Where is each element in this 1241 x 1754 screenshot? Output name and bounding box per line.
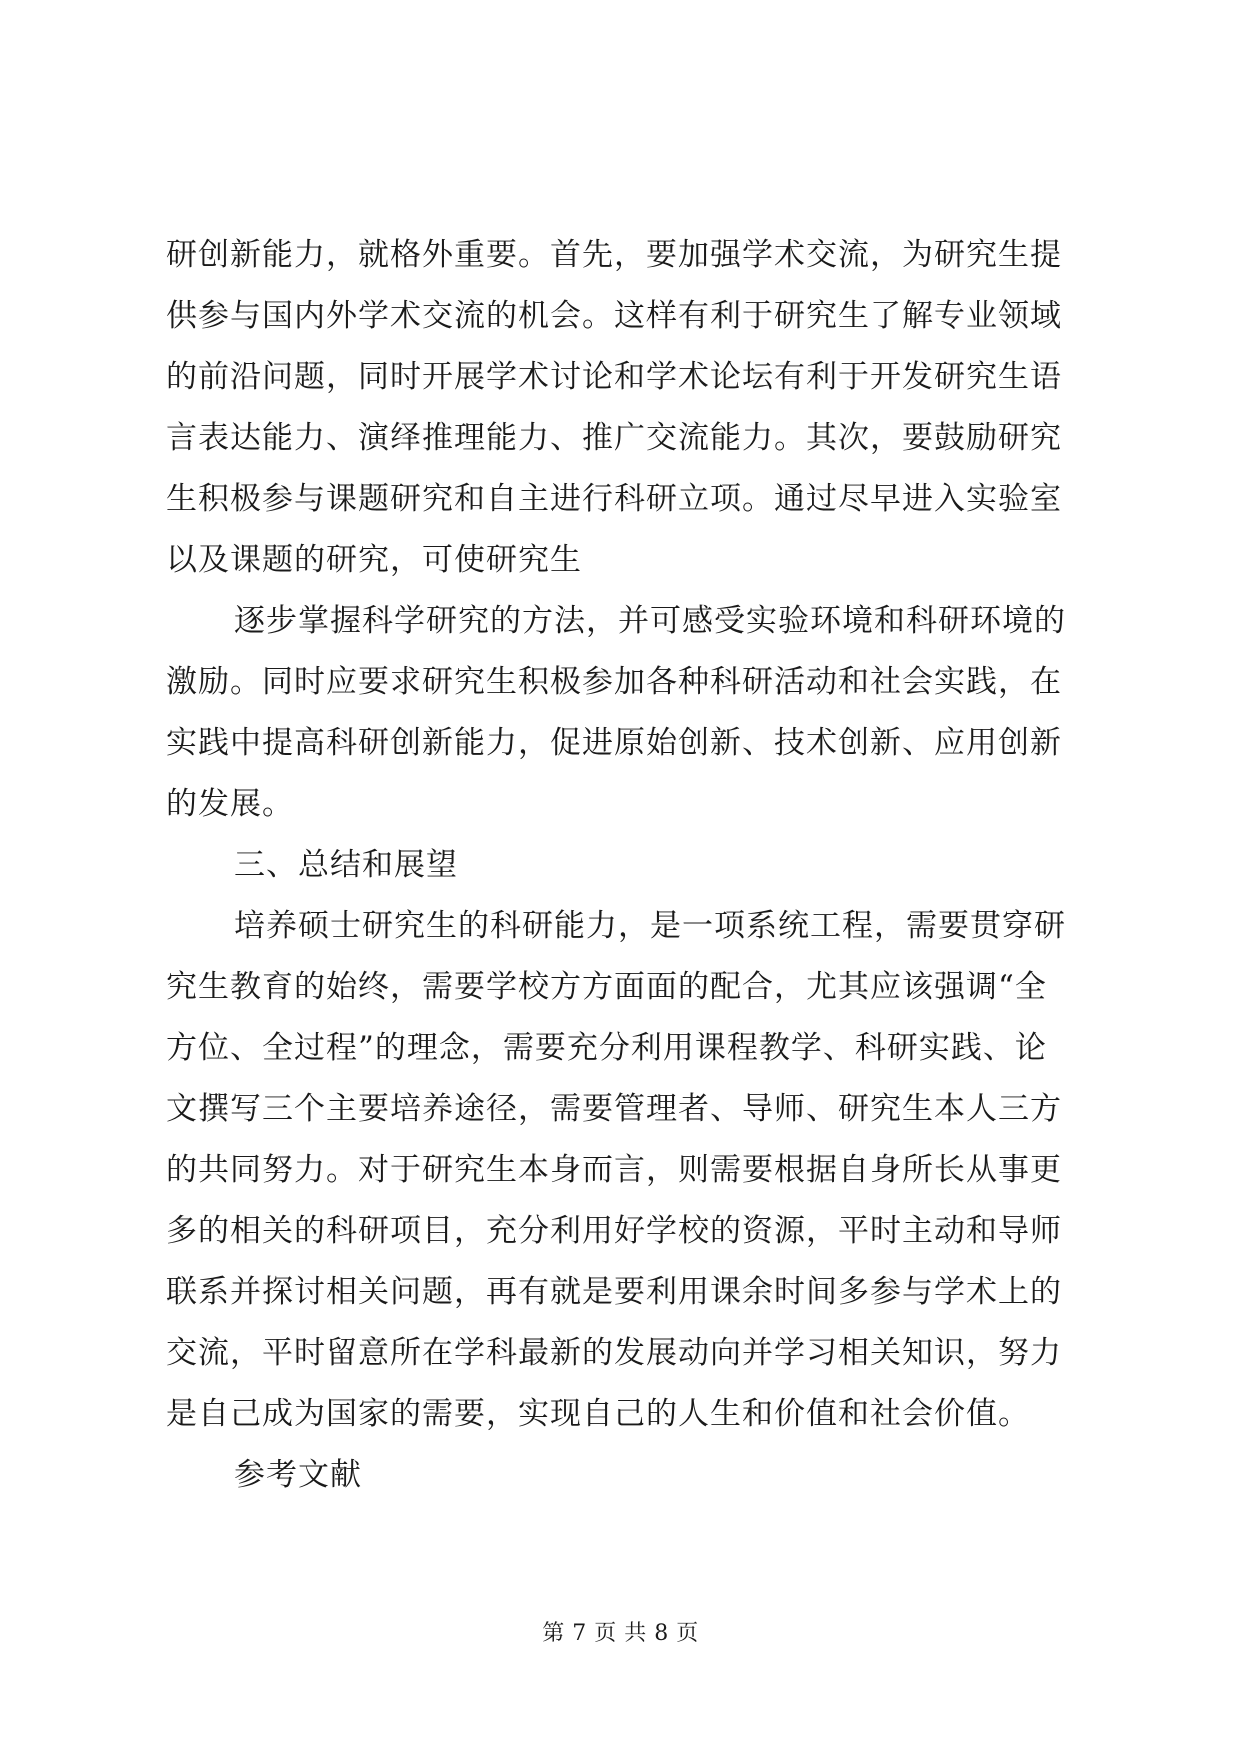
text-line: 文撰写三个主要培养途径，需要管理者、导师、研究生本人三方 [166, 1091, 1062, 1127]
text-line: 的前沿问题，同时开展学术讨论和学术论坛有利于开发研究生语 [166, 359, 1062, 395]
text-line: 的发展。 [166, 786, 294, 822]
text-line: 的共同努力。对于研究生本身而言，则需要根据自身所长从事更 [166, 1152, 1062, 1188]
text-line: 是自己成为国家的需要，实现自己的人生和价值和社会价值。 [166, 1396, 1030, 1432]
text-line: 究生教育的始终，需要学校方方面面的配合，尤其应该强调“全 [166, 969, 1047, 1005]
text-line: 参考文献 [234, 1457, 362, 1493]
page-number-footer: 第 7 页 共 8 页 [542, 1621, 699, 1646]
text-line: 三、总结和展望 [234, 847, 458, 883]
text-line: 激励。同时应要求研究生积极参加各种科研活动和社会实践，在 [166, 664, 1062, 700]
text-line: 培养硕士研究生的科研能力，是一项系统工程，需要贯穿研 [234, 908, 1066, 944]
text-line: 多的相关的科研项目，充分利用好学校的资源，平时主动和导师 [166, 1213, 1062, 1249]
text-line: 逐步掌握科学研究的方法，并可感受实验环境和科研环境的 [234, 603, 1066, 639]
text-line: 方位、全过程”的理念，需要充分利用课程教学、科研实践、论 [166, 1030, 1047, 1066]
text-line: 以及课题的研究，可使研究生 [166, 542, 582, 578]
text-line: 言表达能力、演绎推理能力、推广交流能力。其次，要鼓励研究 [166, 420, 1062, 456]
document-body [166, 225, 1076, 1506]
text-line: 研创新能力，就格外重要。首先，要加强学术交流，为研究生提 [166, 237, 1062, 273]
text-line: 供参与国内外学术交流的机会。这样有利于研究生了解专业领域 [166, 298, 1062, 334]
text-line: 联系并探讨相关问题，再有就是要利用课余时间多参与学术上的 [166, 1274, 1062, 1310]
text-line: 生积极参与课题研究和自主进行科研立项。通过尽早进入实验室 [166, 481, 1062, 517]
text-line: 交流，平时留意所在学科最新的发展动向并学习相关知识，努力 [166, 1335, 1062, 1371]
text-line: 实践中提高科研创新能力，促进原始创新、技术创新、应用创新 [166, 725, 1062, 761]
